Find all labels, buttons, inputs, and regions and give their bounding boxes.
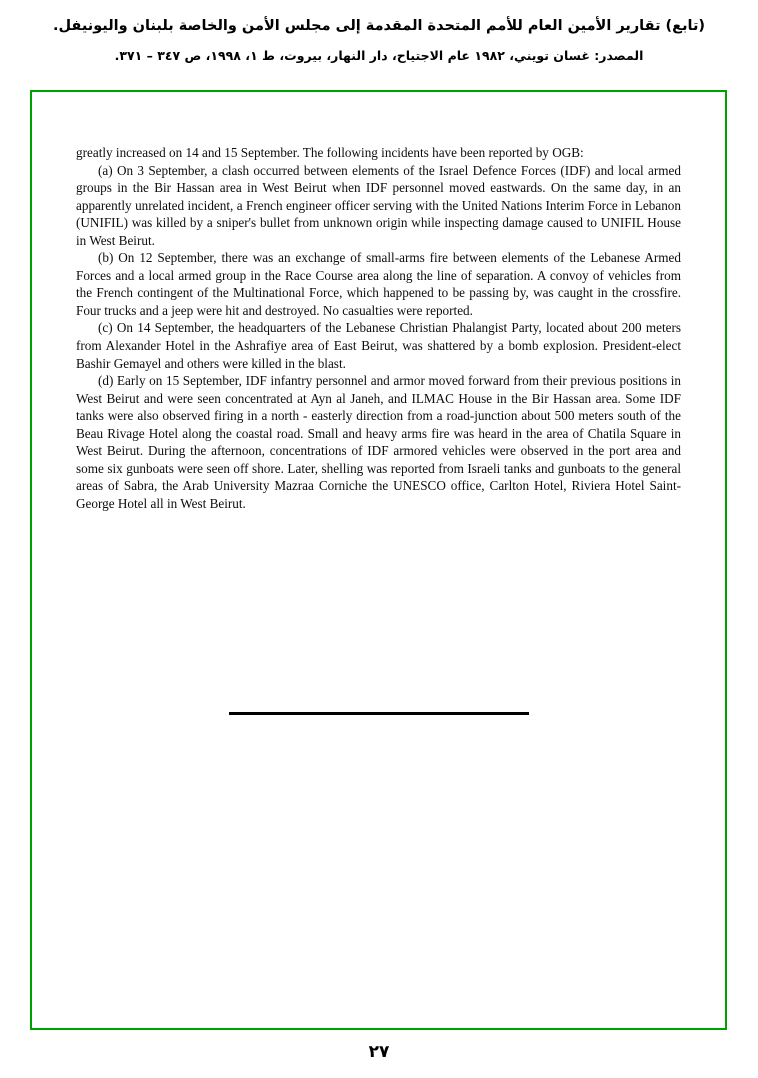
paragraph-b: (b) On 12 September, there was an exchange of small-arms fire between elements of the Lebanese Armed Forces and a local armed group in the Race Course area along the line of separation. A convoy of vehicles from the French contingent of the Multinational Force, which happened to be passing by, was caught in the crossfire. Four trucks and a jeep were hit and destroyed. No casualties were reported. <box>76 250 681 318</box>
paragraph-intro: greatly increased on 14 and 15 September. The following incidents have been reported by OGB: <box>76 145 584 160</box>
page-number: ٢٧ <box>368 1042 390 1062</box>
paragraph-c: (c) On 14 September, the headquarters of the Lebanese Christian Phalangist Party, located about 200 meters from Alexander Hotel in the Ashrafiye area of East Beirut, was shattered by a bomb explosion. President-elect Bashir Gemayel and others were killed in the blast. <box>76 320 681 371</box>
page-frame-border <box>30 90 727 1030</box>
document-source-arabic: المصدر: غسان تويني، ١٩٨٢ عام الاجتياح، دار النهار، بيروت، ط ١، ١٩٩٨، ص ٣٤٧ – ٣٧١. <box>114 47 644 63</box>
paragraph-a: (a) On 3 September, a clash occurred between elements of the Israel Defence Forces (IDF) and local armed groups in the Bir Hassan area in West Beirut when IDF personnel moved eastwards. On the same day, in an apparently unrelated incident, a French engineer officer serving with the United Nations Interim Force in Lebanon (UNIFIL) was killed by a sniper's bullet from unknown origin while inspecting damage caused to UNIFIL House in West Beirut. <box>76 162 681 248</box>
horizontal-rule <box>229 712 529 715</box>
document-title-arabic: (تابع) تقارير الأمين العام للأمم المتحدة المقدمة إلى مجلس الأمن والخاصة بلبنان واليونيفل. <box>52 18 706 34</box>
horizontal-rule-container <box>76 712 681 715</box>
arabic-header-block <box>0 0 758 66</box>
paragraph-d: (d) Early on 15 September, IDF infantry personnel and armor moved forward from their previous positions in West Beirut and were seen concentrated at Ayn al Janeh, and ILMAC House in the Bir Hassan area. Some IDF tanks were also observed firing in a north - easterly direction from a road-junction about 500 meters south of the Beau Rivage Hotel along the coastal road. Small and heavy arms fire was heard in the area of Chatila Square in West Beirut. During the afternoon, concentrations of IDF armored vehicles were observed in the port area and some six gunboats were seen off shore. Later, shelling was reported from Israeli tanks and gunboats to the general areas of Sabra, the Arab University Mazraa Corniche the UNESCO office, Carlton Hotel, Riviera Hotel Saint-George Hotel all in West Beirut. <box>76 373 681 511</box>
document-body <box>76 144 681 512</box>
